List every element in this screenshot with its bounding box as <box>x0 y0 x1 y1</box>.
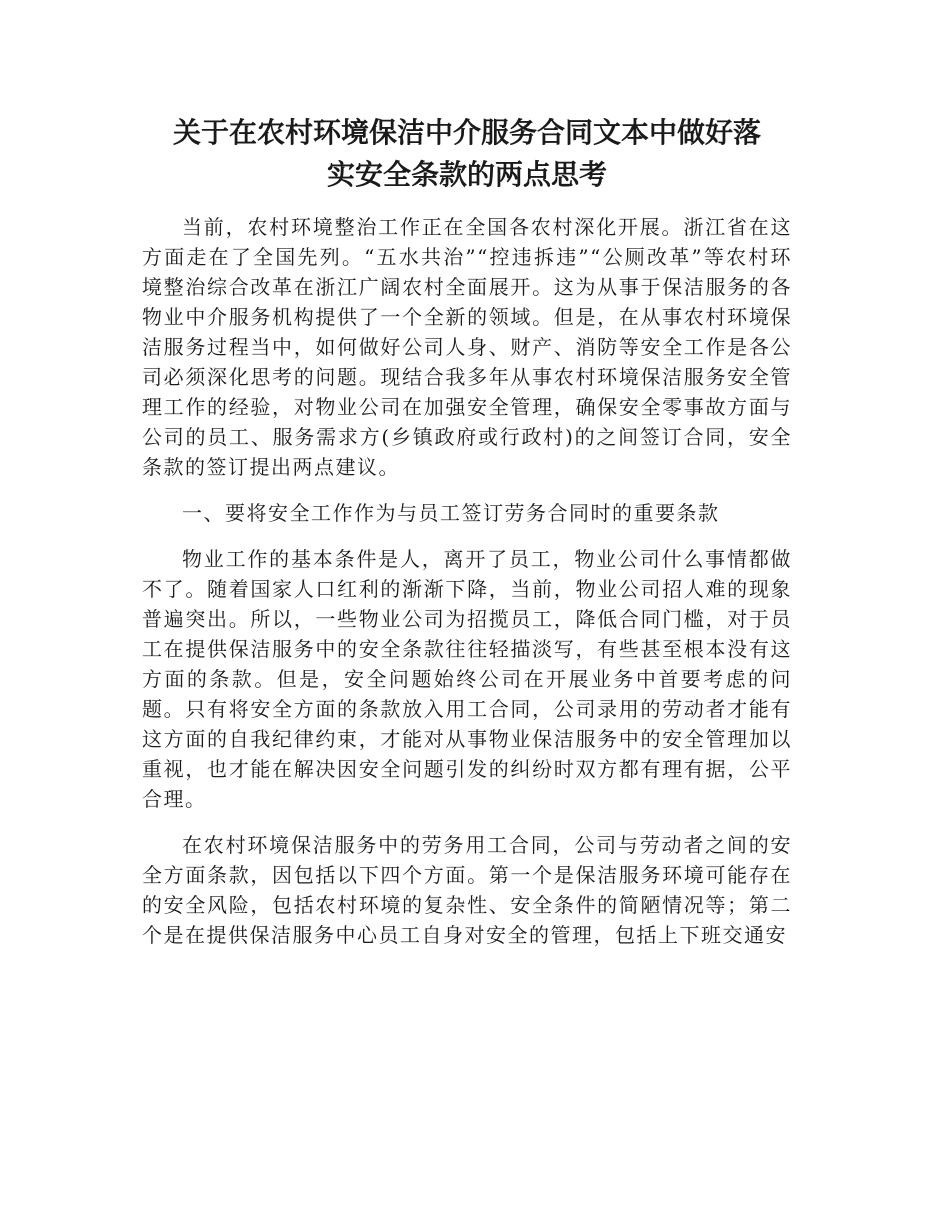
document-page <box>142 112 792 950</box>
title-line-2: 实安全条款的两点思考 <box>326 158 607 191</box>
document-title <box>142 112 792 196</box>
title-line-1: 关于在农村环境保洁中介服务合同文本中做好落 <box>172 116 761 149</box>
document-body <box>142 212 792 950</box>
section-heading-1: 一、要将安全工作作为与员工签订劳务合同时的重要条款 <box>182 501 720 525</box>
paragraph-safety-terms: 在农村环境保洁服务中的劳务用工合同，公司与劳动者之间的安全方面条款，因包括以下四个方面。第一个是保洁服务环境可能存在的安全风险，包括农村环境的复杂性、安全条件的简陋情况等；第二个是在提供保洁服务中心员工自身对安全的管理，包括上下班交通安 <box>142 833 792 947</box>
paragraph-employee-contract: 物业工作的基本条件是人，离开了员工，物业公司什么事情都做不了。随着国家人口红利的渐渐下降，当前，物业公司招人难的现象普遍突出。所以，一些物业公司为招揽员工，降低合同门槛，对于员工在提供保洁服务中的安全条款往往轻描淡写，有些甚至根本没有这方面的条款。但是，安全问题始终公司在开展业务中首要考虑的问题。只有将安全方面的条款放入用工合同，公司录用的劳动者才能有这方面的自我纪律约束，才能对从事物业保洁服务中的安全管理加以重视，也才能在解决因安全问题引发的纠纷时双方都有理有据，公平合理。 <box>142 547 792 811</box>
paragraph-intro: 当前，农村环境整治工作正在全国各农村深化开展。浙江省在这方面走在了全国先列。“五水共治”“控违拆违”“公厕改革”等农村环境整治综合改革在浙江广阔农村全面展开。这为从事于保洁服务的各物业中介服务机构提供了一个全新的领域。但是，在从事农村环境保洁服务过程当中，如何做好公司人身、财产、消防等安全工作是各公司必须深化思考的问题。现结合我多年从事农村环境保洁服务安全管理工作的经验，对物业公司在加强安全管理，确保安全零事故方面与公司的员工、服务需求方(乡镇政府或行政村)的之间签订合同，安全条款的签订提出两点建议。 <box>142 215 792 479</box>
